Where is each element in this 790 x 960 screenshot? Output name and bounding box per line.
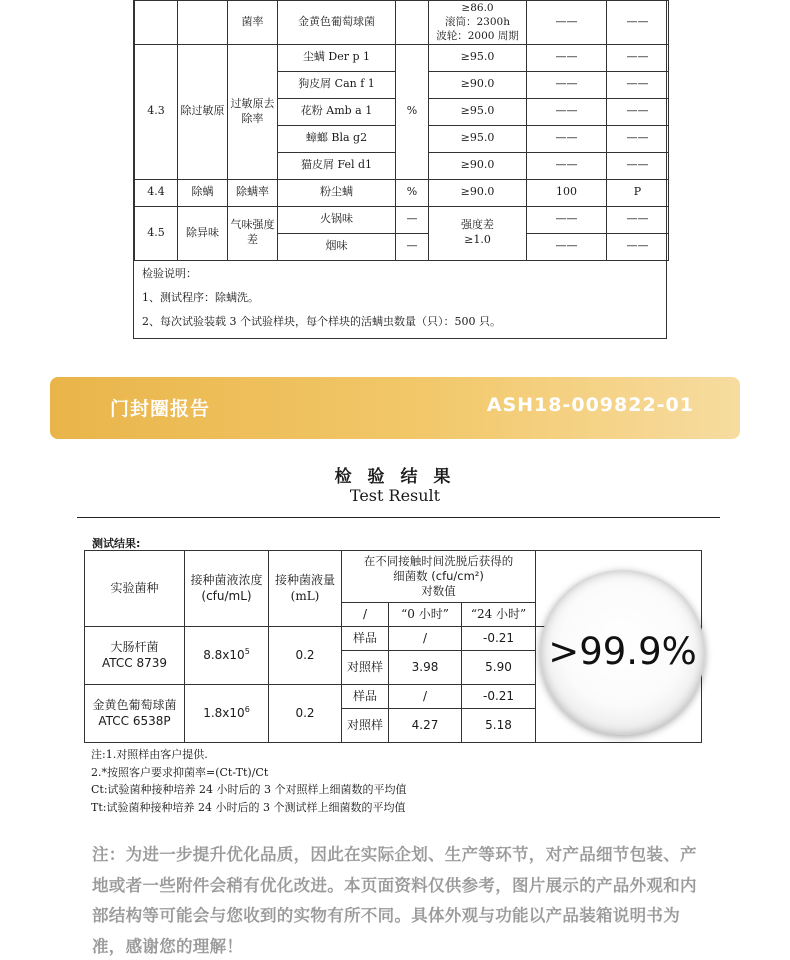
- value-cell: /: [389, 627, 462, 651]
- odor-name: 火锅味: [278, 206, 396, 233]
- judge-cell: ——: [607, 152, 669, 179]
- result-cell: 100: [527, 179, 607, 206]
- antibacterial-rate-value: >99.9%: [548, 630, 697, 673]
- requirement-cell: ≥95.0: [429, 98, 527, 125]
- note-line: 注:1.对照样由客户提供.: [91, 748, 208, 761]
- allergen-name: 狗皮屑 Can f 1: [278, 71, 396, 98]
- requirement-cell: ≥90.0: [429, 152, 527, 179]
- value-cell: 4.27: [389, 709, 462, 743]
- unit-cell: —: [396, 206, 429, 233]
- header-count-group: 在不同接触时间洗脱后获得的 细菌数 (cfu/cm²) 对数值: [342, 551, 536, 603]
- table-row: [135, 44, 669, 71]
- header-volume: 接种菌液量(mL): [269, 551, 342, 627]
- note-line: 1、测试程序：除螨洗。: [142, 291, 259, 304]
- control-label: 对照样: [342, 651, 389, 685]
- value-cell: 3.98: [389, 651, 462, 685]
- result-cell: ——: [527, 152, 607, 179]
- organism-cell: 粉尘螨: [278, 179, 396, 206]
- item-name: 除螨: [178, 179, 228, 206]
- header-blank: /: [342, 603, 389, 627]
- judge-cell: P: [607, 179, 669, 206]
- strain-cell: 大肠杆菌 ATCC 8739: [85, 627, 185, 685]
- unit-cell: %: [396, 179, 429, 206]
- header-strain: 实验菌种: [85, 551, 185, 627]
- judge-cell: ——: [607, 98, 669, 125]
- value-cell: 5.18: [462, 709, 536, 743]
- sample-label: 样品: [342, 685, 389, 709]
- disclaimer-text: 注：为进一步提升优化品质，因此在实际企划、生产等环节，对产品细节包装、产地或者一些附件会稍有优化改进。本页面资料仅供参考，图片展示的产品外观和内部结构等可能会与您收到的实物有所不同。具体外观与功能以产品装箱说明书为准，感谢您的理解！: [92, 845, 697, 956]
- item-name: 除过敏原: [178, 44, 228, 179]
- item-name: 除异味: [178, 206, 228, 260]
- judge-cell: ——: [607, 206, 669, 233]
- note-line: 2.*按照客户要求抑菌率=(Ct-Tt)/Ct: [91, 765, 269, 779]
- metric-cell: 菌率: [228, 1, 278, 45]
- magnifier-lens: [540, 570, 705, 735]
- test-notes: [134, 258, 666, 338]
- unit-cell: %: [396, 44, 429, 179]
- result-notes: [91, 746, 407, 816]
- note-line: Tt:试验菌种接种培养 24 小时后的 3 个测试样上细菌数的平均值: [91, 800, 406, 814]
- header-concentration: 接种菌液浓度 (cfu/mL): [185, 551, 269, 627]
- allergen-name: 蟑螂 Bla g2: [278, 125, 396, 152]
- result-cell: ——: [527, 125, 607, 152]
- result-title-cn: 检 验 结 果: [334, 467, 456, 487]
- result-cell: ——: [527, 98, 607, 125]
- report-banner: [50, 377, 740, 439]
- value-cell: /: [389, 685, 462, 709]
- judge-cell: ——: [607, 71, 669, 98]
- metric-name: 气味强度差: [228, 206, 278, 260]
- sample-label: 样品: [342, 627, 389, 651]
- allergen-name: 花粉 Amb a 1: [278, 98, 396, 125]
- concentration-cell: $8.8x10^5$: [185, 627, 269, 685]
- concentration-cell: $1.8x10^6$: [185, 685, 269, 743]
- allergen-test-table-section: [133, 0, 667, 339]
- result-cell: ——: [527, 44, 607, 71]
- requirement-cell: ≥90.0: [429, 179, 527, 206]
- judge-cell: ——: [607, 1, 669, 45]
- judge-cell: ——: [607, 233, 669, 260]
- result-cell: ——: [527, 233, 607, 260]
- note-line: Ct:试验菌种接种培养 24 小时后的 3 个对照样上细菌数的平均值: [91, 783, 407, 796]
- metric-name: 过敏原去除率: [228, 44, 278, 179]
- requirement-cell: ≥95.0: [429, 44, 527, 71]
- item-number: 4.3: [135, 44, 178, 179]
- judge-cell: ——: [607, 44, 669, 71]
- control-label: 对照样: [342, 709, 389, 743]
- table-row: [135, 206, 669, 233]
- value-cell: 5.90: [462, 651, 536, 685]
- item-number: 4.4: [135, 179, 178, 206]
- item-number: 4.5: [135, 206, 178, 260]
- strain-cell: 金黄色葡萄球菌 ATCC 6538P: [85, 685, 185, 743]
- table-row: [135, 179, 669, 206]
- requirement-cell: ≥90.0: [429, 71, 527, 98]
- result-cell: ——: [527, 1, 607, 45]
- notes-heading: 检验说明：: [142, 267, 197, 280]
- header-24h: “24 小时”: [462, 603, 536, 627]
- allergen-test-table: [134, 0, 669, 261]
- odor-name: 烟味: [278, 233, 396, 260]
- divider: [77, 517, 720, 518]
- banner-title: 门封圈报告: [110, 398, 211, 420]
- note-line: 2、每次试验装载 3 个试验样块，每个样块的活螨虫数量（只）：500 只。: [142, 315, 501, 328]
- organism-cell: 金黄色葡萄球菌: [278, 1, 396, 45]
- result-cell: ——: [527, 71, 607, 98]
- unit-cell: —: [396, 233, 429, 260]
- allergen-name: 猫皮屑 Fel d1: [278, 152, 396, 179]
- requirement-cell: ≥86.0 滚筒：2300h 波轮：2000 周期: [429, 1, 527, 45]
- volume-cell: 0.2: [269, 685, 342, 743]
- table-row: [135, 1, 669, 45]
- result-cell: ——: [527, 206, 607, 233]
- report-code: ASH18-009822-01: [486, 394, 694, 416]
- requirement-cell: ≥95.0: [429, 125, 527, 152]
- judge-cell: ——: [607, 125, 669, 152]
- metric-name: 除螨率: [228, 179, 278, 206]
- requirement-cell: 强度差 ≥1.0: [429, 206, 527, 260]
- value-cell: -0.21: [462, 627, 536, 651]
- allergen-name: 尘螨 Der p 1: [278, 44, 396, 71]
- volume-cell: 0.2: [269, 627, 342, 685]
- result-label: 测试结果:: [92, 537, 141, 550]
- result-title-en: Test Result: [349, 486, 441, 505]
- header-0h: “0 小时”: [389, 603, 462, 627]
- value-cell: -0.21: [462, 685, 536, 709]
